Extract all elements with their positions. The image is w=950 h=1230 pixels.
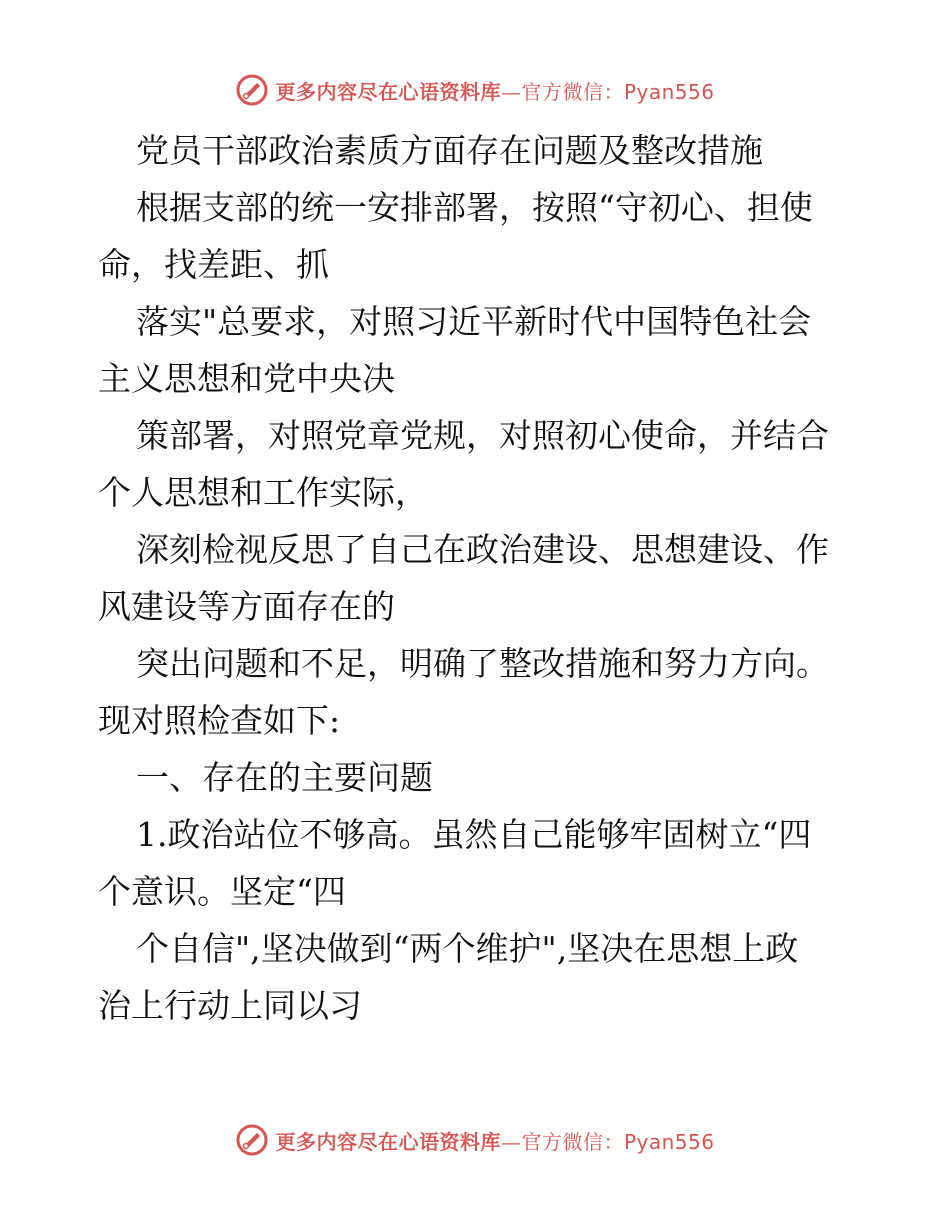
logo-icon [235, 73, 269, 107]
text-line: 风建设等方面存在的 [98, 587, 395, 626]
text-line: 治上行动上同以习 [98, 986, 362, 1025]
text-line: 个人思想和工作实际， [98, 473, 428, 512]
text-line: 1.政治站位不够高。虽然自己能够牢固树立“四 [136, 815, 812, 854]
banner-label: 更多内容尽在心语资料库—官方微信：Pyan556 [275, 1129, 715, 1154]
text-line: 现对照检查如下: [98, 701, 341, 740]
document-title: 党员干部政治素质方面存在问题及整改措施 [136, 131, 763, 170]
text-line: 深刻检视反思了自己在政治建设、思想建设、作 [136, 530, 829, 569]
text-line: 主义思想和党中央决 [98, 359, 395, 398]
text-line: 个意识。坚定“四 [98, 872, 346, 911]
text-line: 命，找差距、抓 [98, 245, 329, 284]
footer-watermark-banner [0, 1120, 950, 1160]
logo-icon [235, 1123, 269, 1157]
text-line: 根据支部的统一安排部署，按照“守初心、担使 [136, 188, 813, 227]
header-watermark-banner [0, 70, 950, 110]
banner-label: 更多内容尽在心语资料库—官方微信：Pyan556 [275, 79, 715, 104]
section-heading: 一、存在的主要问题 [136, 758, 433, 797]
text-line: 突出问题和不足，明确了整改措施和努力方向。 [136, 644, 829, 683]
text-line: 策部署，对照党章党规，对照初心使命，并结合 [136, 416, 829, 455]
text-line: 落实"总要求，对照习近平新时代中国特色社会 [136, 302, 812, 341]
text-line: 个自信",坚决做到“两个维护",坚决在思想上政 [136, 929, 799, 968]
document-body [98, 122, 858, 1034]
